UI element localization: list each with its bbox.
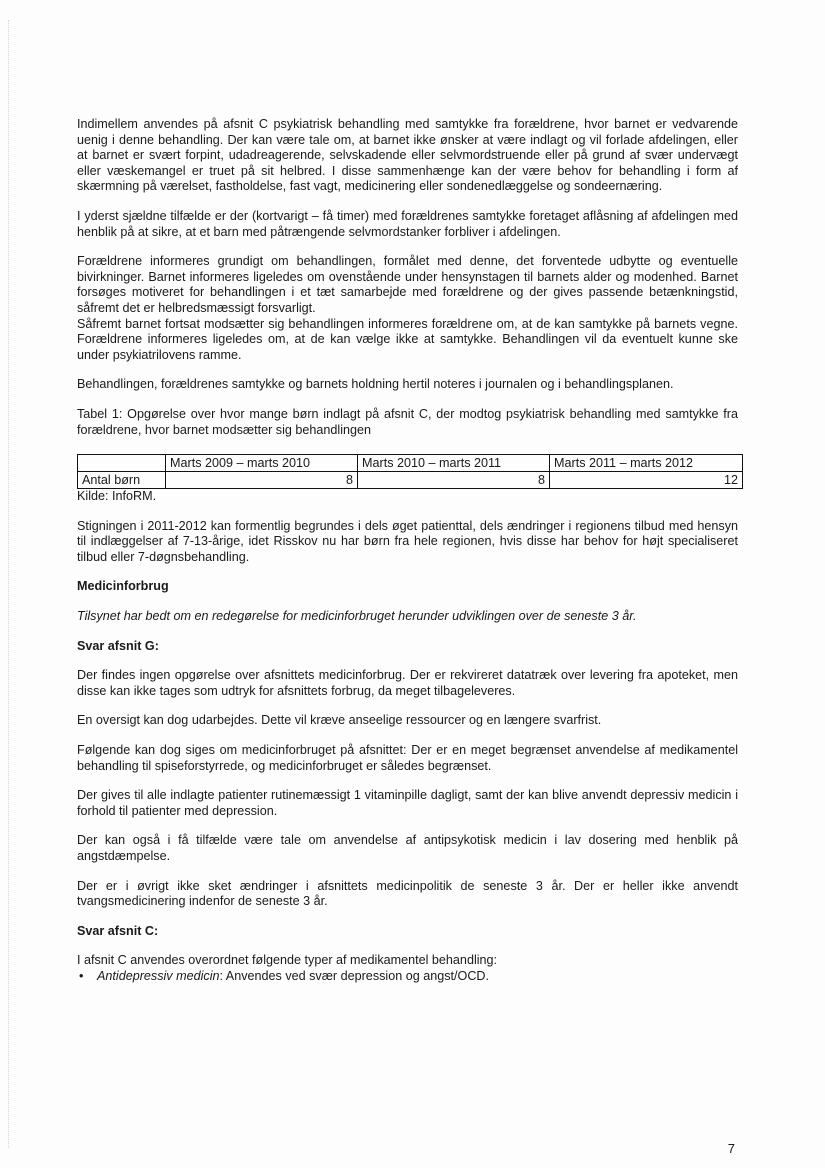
- scan-edge-line: [8, 20, 9, 1148]
- table-row-label: Antal børn: [78, 472, 166, 489]
- table-source: Kilde: InfoRM.: [77, 489, 157, 504]
- table-caption: Tabel 1: Opgørelse over hvor mange børn indlagt på afsnit C, der modtog psykiatrisk behandling med samtykke fra forældrene, hvor barnet modsætter sig behandlingen: [77, 406, 738, 437]
- statistics-table: [77, 454, 743, 489]
- paragraph-information: Forældrene informeres grundigt om behandlingen, formålet med denne, det forventede udbytte og eventuelle bivirkninger. Barnet informeres ligeledes om ovenstående under hensynstagen til barnets alder og modenhed. Barnet forsøges motiveret for behandlingen i et tæt samarbejde med forældrene og der gives passende betænkningstid, såfremt det er helbredsmæssigt forsvarligt.: [77, 254, 738, 315]
- paragraph-svar-c-intro: I afsnit C anvendes overordnet følgende typer af medikamentel behandling:: [77, 953, 498, 968]
- page-number: 7: [727, 1141, 735, 1156]
- paragraph-svar-g-2: En oversigt kan dog udarbejdes. Dette vil kræve anseelige ressourcer og en længere svarfrist.: [77, 713, 602, 728]
- section-heading-medicinforbrug: Medicinforbrug: [77, 579, 169, 594]
- paragraph-svar-g-3: Følgende kan dog siges om medicinforbruget på afsnittet: Der er en meget begrænset anvendelse af medikamentel behandling til spiseforstyrrede, og medicinforbruget er således begrænset.: [77, 743, 738, 773]
- table-cell: 12: [550, 472, 743, 489]
- paragraph-svar-g-4: Der gives til alle indlagte patienter rutinemæssigt 1 vitaminpille dagligt, samt der kan blive anvendt depressiv medicin i forhold til patienter med depression.: [77, 788, 738, 818]
- bullet-list: [77, 969, 738, 985]
- paragraph-treatment-consent: Indimellem anvendes på afsnit C psykiatrisk behandling med samtykke fra forældrene, hvor barnet er vedvarende uenig i denne behandling. Der kan være tale om, at barnet ikke ønsker at være indlagt og vil forlade afdelingen, eller at barnet er svært forpint, udadreagerende, selvskadende eller selvmordstruende eller på grund af svær undervægt eller væskemangel er truet på sit helbred. I disse sammenhænge kan der være behov for behandling i form af skærmning på værelset, fastholdelse, fast vagt, medicinering eller sondenedlæggelse og sondeernæring.: [77, 117, 738, 194]
- table-row: [78, 472, 743, 489]
- bullet-icon: •: [79, 968, 84, 983]
- bullet-text: : Anvendes ved svær depression og angst/OCD.: [219, 968, 490, 983]
- table-cell: 8: [166, 472, 358, 489]
- table-header-cell: Marts 2011 – marts 2012: [550, 455, 743, 472]
- section-heading-svar-g: Svar afsnit G:: [77, 638, 159, 653]
- table-header-cell: [78, 455, 166, 472]
- paragraph-svar-g-6: Der er i øvrigt ikke sket ændringer i afsnittets medicinpolitik de seneste 3 år. Der er heller ikke anvendt tvangsmedicinering indenfor de seneste 3 år.: [77, 878, 738, 909]
- list-item: [79, 968, 738, 985]
- paragraph-parent-consent: Såfremt barnet fortsat modsætter sig behandlingen informeres forældrene om, at de kan samtykke på barnets vegne. Forældrene informeres ligeledes om, at de kan vælge ikke at samtykke. Behandlingen vil da eventuelt kunne ske under psykiatrilovens ramme.: [77, 316, 738, 362]
- section-subtitle: Tilsynet har bedt om en redegørelse for medicinforbruget herunder udviklingen over de seneste 3 år.: [77, 609, 637, 624]
- paragraph-svar-g-1: Der findes ingen opgørelse over afsnittets medicinforbrug. Der er rekvireret datatræk over levering fra apoteket, men disse kan ikke tages som udtryk for afsnittets forbrug, da meget tilbageleveres.: [77, 668, 738, 698]
- section-heading-svar-c: Svar afsnit C:: [77, 923, 159, 938]
- paragraph-locking: I yderst sjældne tilfælde er der (kortvarigt – få timer) med forældrenes samtykke foretaget aflåsning af afdelingen med henblik på at sikre, at et barn med påtrængende selvmordstanker forbliver i afdelingen.: [77, 208, 738, 239]
- bullet-term: Antidepressiv medicin: [97, 968, 220, 983]
- table-header-row: [78, 455, 743, 472]
- table-header-cell: Marts 2009 – marts 2010: [166, 455, 358, 472]
- table-cell: 8: [358, 472, 550, 489]
- paragraph-journal: Behandlingen, forældrenes samtykke og barnets holdning hertil noteres i journalen og i behandlingsplanen.: [77, 377, 674, 392]
- document-body: [77, 117, 738, 985]
- table-header-cell: Marts 2010 – marts 2011: [358, 455, 550, 472]
- paragraph-increase: Stigningen i 2011-2012 kan formentlig begrundes i dels øget patienttal, dels ændringer i regionens tilbud med hensyn til indlæggelser af 7-13-årige, idet Risskov nu har børn fra hele regionen, hvis disse har behov for højt specialiseret tilbud eller 7-døgnsbehandling.: [77, 518, 738, 564]
- paragraph-svar-g-5: Der kan også i få tilfælde være tale om anvendelse af antipsykotisk medicin i lav dosering med henblik på angstdæmpelse.: [77, 833, 738, 863]
